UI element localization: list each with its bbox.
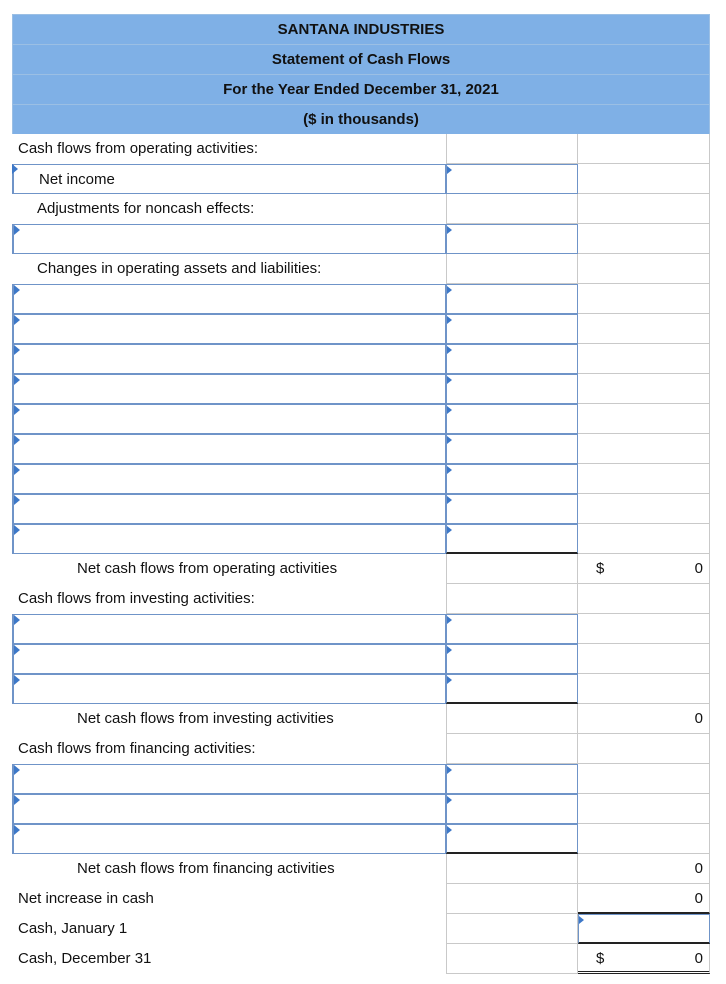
dropdown-marker-icon	[447, 616, 452, 624]
total-cell	[578, 374, 710, 404]
total-cell	[578, 284, 710, 314]
total-cell	[578, 494, 710, 524]
dropdown-marker-icon	[14, 435, 20, 445]
total-cell	[578, 194, 710, 224]
net-increase-cell	[578, 884, 710, 914]
change-input-row	[12, 524, 710, 554]
change-amount-input[interactable]	[446, 344, 578, 374]
total-cell	[578, 314, 710, 344]
total-cell	[578, 404, 710, 434]
dropdown-marker-icon	[14, 405, 20, 415]
dropdown-marker-icon	[12, 164, 18, 174]
dropdown-marker-icon	[447, 466, 452, 474]
change-description-input[interactable]	[12, 434, 446, 464]
financing-amount-input[interactable]	[446, 824, 578, 854]
change-description-input[interactable]	[12, 284, 446, 314]
total-cell	[578, 824, 710, 854]
total-cell	[578, 254, 710, 284]
financing-description-input[interactable]	[12, 794, 446, 824]
amount-cell	[446, 944, 578, 974]
dropdown-marker-icon	[14, 345, 20, 355]
amount-cell	[446, 554, 578, 584]
total-cell	[578, 764, 710, 794]
dropdown-marker-icon	[447, 646, 452, 654]
dropdown-marker-icon	[14, 465, 20, 475]
dropdown-marker-icon	[14, 315, 20, 325]
net-increase-value: 0	[694, 890, 703, 907]
dropdown-marker-icon	[14, 615, 20, 625]
investing-total-label: Net cash flows from investing activities	[77, 710, 334, 727]
cash-december-label: Cash, December 31	[18, 950, 152, 967]
total-cell	[578, 614, 710, 644]
total-cell	[578, 224, 710, 254]
financing-input-row	[12, 824, 710, 854]
cash-january-row	[12, 914, 710, 944]
statement-title: Statement of Cash Flows	[12, 44, 710, 74]
amount-cell	[446, 584, 578, 614]
amount-cell	[446, 194, 578, 224]
cash-flow-statement	[12, 14, 710, 974]
net-income-amount-input[interactable]	[446, 164, 578, 194]
operating-total-value: 0	[694, 560, 703, 577]
dropdown-marker-icon	[14, 825, 20, 835]
investing-description-input[interactable]	[12, 674, 446, 704]
dropdown-marker-icon	[447, 436, 452, 444]
cash-december-cell	[578, 944, 710, 974]
investing-total-cell	[578, 704, 710, 734]
financing-total-row	[12, 854, 710, 884]
change-input-row	[12, 374, 710, 404]
investing-total-row	[12, 704, 710, 734]
dropdown-marker-icon	[14, 525, 20, 535]
investing-input-row	[12, 614, 710, 644]
dropdown-marker-icon	[447, 376, 452, 384]
financing-amount-input[interactable]	[446, 764, 578, 794]
statement-period: For the Year Ended December 31, 2021	[12, 74, 710, 104]
total-cell	[578, 134, 710, 164]
change-amount-input[interactable]	[446, 434, 578, 464]
dropdown-marker-icon	[14, 285, 20, 295]
currency-symbol: $	[596, 950, 605, 967]
change-input-row	[12, 314, 710, 344]
change-description-input[interactable]	[12, 494, 446, 524]
dropdown-marker-icon	[14, 645, 20, 655]
total-cell	[578, 524, 710, 554]
adjustment-description-input[interactable]	[12, 224, 446, 254]
change-input-row	[12, 464, 710, 494]
total-cell	[578, 164, 710, 194]
dropdown-marker-icon	[579, 916, 584, 924]
change-input-row	[12, 404, 710, 434]
dropdown-marker-icon	[14, 495, 20, 505]
investing-amount-input[interactable]	[446, 614, 578, 644]
financing-input-row	[12, 764, 710, 794]
cash-january-label: Cash, January 1	[18, 920, 128, 937]
change-amount-input[interactable]	[446, 524, 578, 554]
financing-heading-row	[12, 734, 710, 764]
change-amount-input[interactable]	[446, 494, 578, 524]
dropdown-marker-icon	[447, 496, 452, 504]
dropdown-marker-icon	[447, 166, 452, 174]
dropdown-marker-icon	[447, 766, 452, 774]
operating-total-row	[12, 554, 710, 584]
total-cell	[578, 794, 710, 824]
total-cell	[578, 464, 710, 494]
dropdown-marker-icon	[447, 286, 452, 294]
change-input-row	[12, 434, 710, 464]
financing-total-label: Net cash flows from financing activities	[77, 860, 335, 877]
change-amount-input[interactable]	[446, 284, 578, 314]
amount-cell	[446, 854, 578, 884]
change-description-input[interactable]	[12, 344, 446, 374]
changes-label: Changes in operating assets and liabilities:	[37, 260, 322, 277]
total-cell	[578, 344, 710, 374]
net-increase-label: Net increase in cash	[18, 890, 154, 907]
change-amount-input[interactable]	[446, 374, 578, 404]
net-increase-row	[12, 884, 710, 914]
adjustments-row	[12, 194, 710, 224]
total-cell	[578, 644, 710, 674]
adjustment-amount-input[interactable]	[446, 224, 578, 254]
net-income-label[interactable]: Net income	[12, 164, 446, 194]
investing-amount-input[interactable]	[446, 644, 578, 674]
financing-description-input[interactable]	[12, 764, 446, 794]
investing-description-input[interactable]	[12, 644, 446, 674]
dropdown-marker-icon	[447, 526, 452, 534]
dropdown-marker-icon	[447, 826, 452, 834]
financing-input-row	[12, 794, 710, 824]
investing-heading-row	[12, 584, 710, 614]
investing-input-row	[12, 674, 710, 704]
amount-cell	[446, 704, 578, 734]
adjustment-input-row	[12, 224, 710, 254]
total-cell	[578, 674, 710, 704]
dropdown-marker-icon	[14, 225, 20, 235]
dropdown-marker-icon	[447, 796, 452, 804]
dropdown-marker-icon	[447, 316, 452, 324]
change-description-input[interactable]	[12, 314, 446, 344]
change-input-row	[12, 494, 710, 524]
dropdown-marker-icon	[447, 226, 452, 234]
change-description-input[interactable]	[12, 464, 446, 494]
financing-amount-input[interactable]	[446, 794, 578, 824]
change-description-input[interactable]	[12, 404, 446, 434]
change-amount-input[interactable]	[446, 464, 578, 494]
dropdown-marker-icon	[14, 375, 20, 385]
dropdown-marker-icon	[447, 346, 452, 354]
currency-symbol: $	[596, 560, 605, 577]
dropdown-marker-icon	[447, 406, 452, 414]
amount-cell	[446, 134, 578, 164]
operating-total-label: Net cash flows from operating activities	[77, 560, 338, 577]
amount-cell	[446, 254, 578, 284]
operating-heading: Cash flows from operating activities:	[18, 140, 259, 157]
changes-row	[12, 254, 710, 284]
investing-input-row	[12, 644, 710, 674]
cash-december-row	[12, 944, 710, 974]
cash-december-value: 0	[694, 950, 703, 967]
total-cell	[578, 434, 710, 464]
investing-heading: Cash flows from investing activities:	[18, 590, 255, 607]
operating-heading-row	[12, 134, 710, 164]
financing-total-cell	[578, 854, 710, 884]
dropdown-marker-icon	[14, 795, 20, 805]
net-income-row	[12, 164, 710, 194]
change-amount-input[interactable]	[446, 404, 578, 434]
change-description-input[interactable]	[12, 374, 446, 404]
change-input-row	[12, 284, 710, 314]
cash-january-input[interactable]	[578, 914, 710, 944]
adjustments-label: Adjustments for noncash effects:	[37, 200, 255, 217]
operating-total-cell	[578, 554, 710, 584]
statement-units: ($ in thousands)	[12, 104, 710, 134]
investing-amount-input[interactable]	[446, 674, 578, 704]
financing-heading: Cash flows from financing activities:	[18, 740, 256, 757]
change-description-input[interactable]	[12, 524, 446, 554]
investing-description-input[interactable]	[12, 614, 446, 644]
dropdown-marker-icon	[447, 676, 452, 684]
dropdown-marker-icon	[14, 675, 20, 685]
company-name: SANTANA INDUSTRIES	[12, 14, 710, 44]
financing-total-value: 0	[694, 860, 703, 877]
dropdown-marker-icon	[14, 765, 20, 775]
change-input-row	[12, 344, 710, 374]
amount-cell	[446, 734, 578, 764]
financing-description-input[interactable]	[12, 824, 446, 854]
change-amount-input[interactable]	[446, 314, 578, 344]
total-cell	[578, 584, 710, 614]
investing-total-value: 0	[694, 710, 703, 727]
total-cell	[578, 734, 710, 764]
amount-cell	[446, 884, 578, 914]
amount-cell	[446, 914, 578, 944]
